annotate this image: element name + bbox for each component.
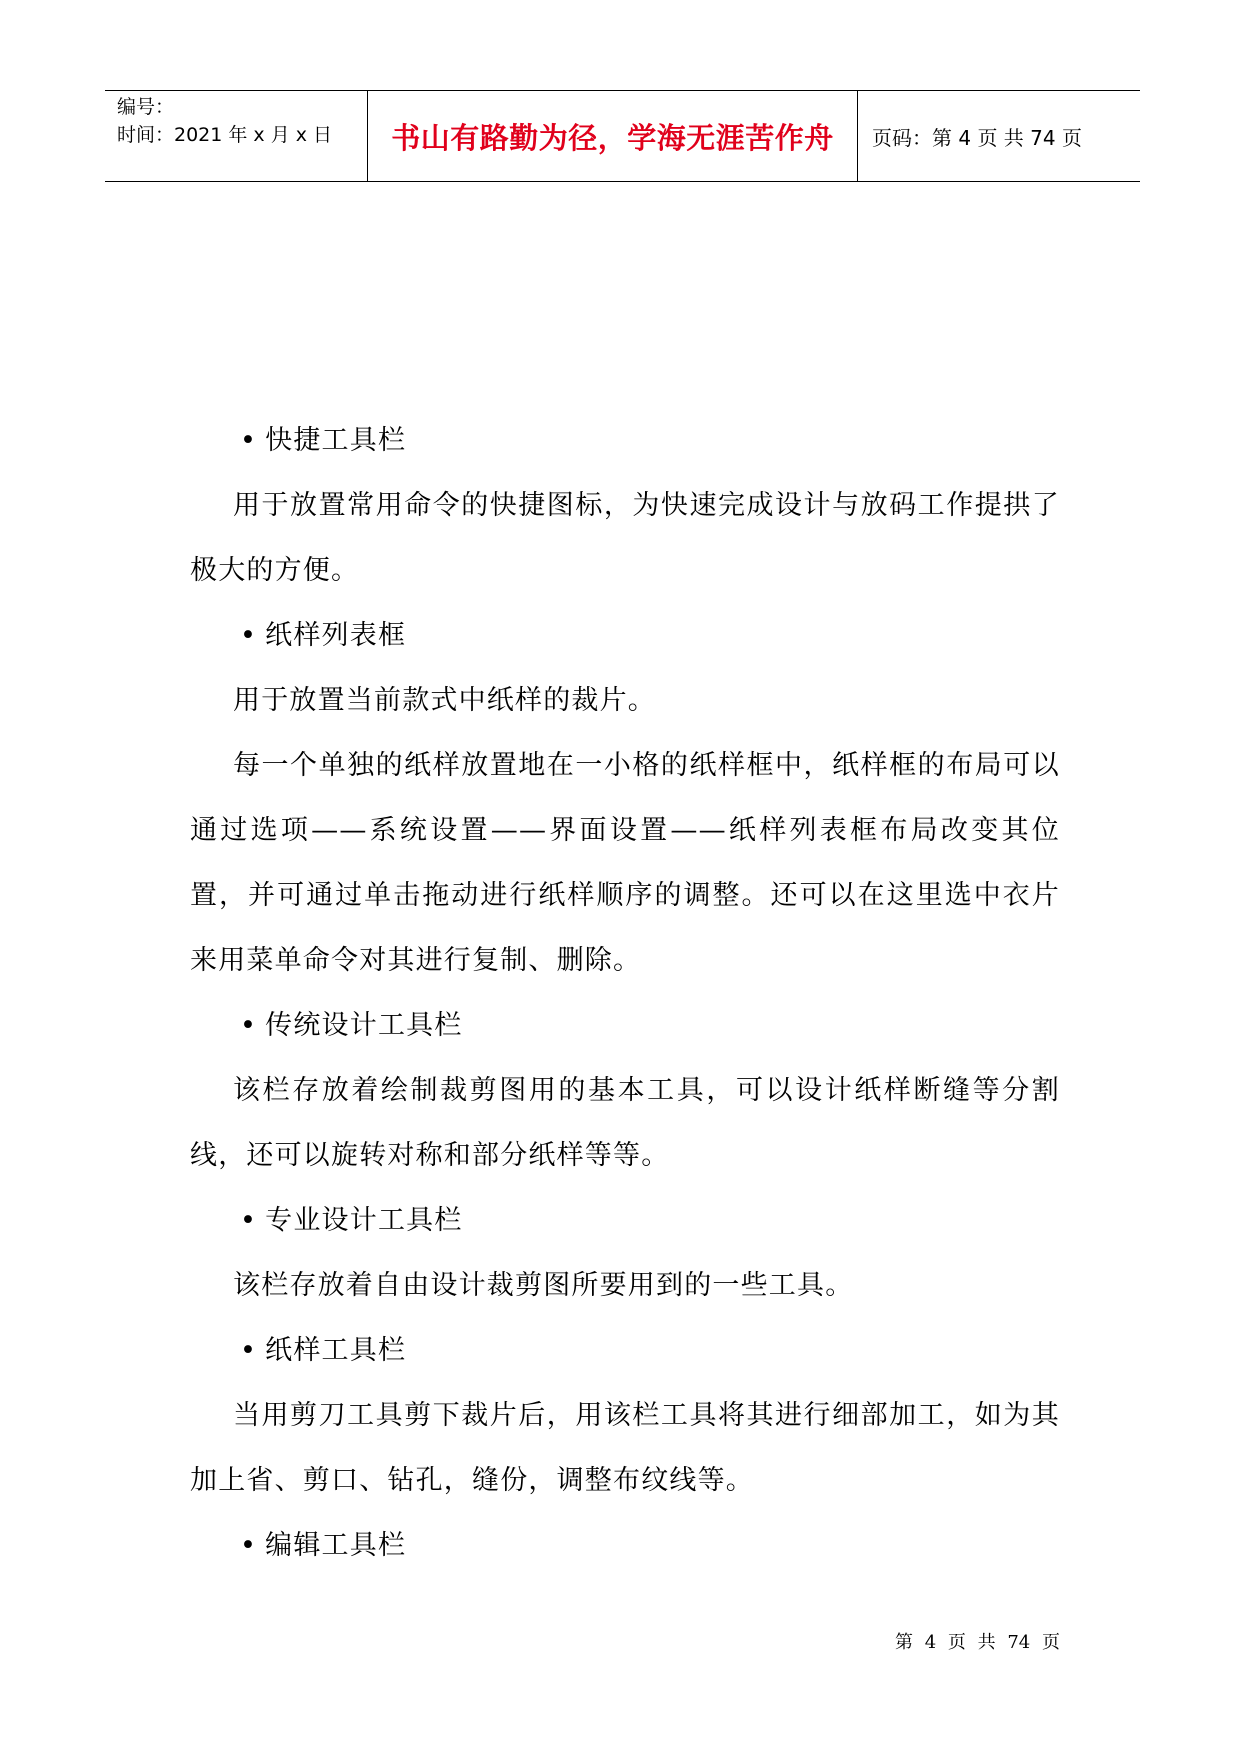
paragraph: 该栏存放着绘制裁剪图用的基本工具，可以设计纸样断缝等分割线，还可以旋转对称和部分纸样等等。 [190,1075,1060,1171]
bullet-icon: • [240,620,258,651]
section-heading [190,1513,1060,1578]
bullet-icon: • [240,1205,258,1236]
heading-text: 快捷工具栏 [265,425,407,456]
bullet-icon: • [240,1010,258,1041]
heading-text: 编辑工具栏 [265,1530,407,1561]
section-heading [190,1318,1060,1383]
section-heading [190,603,1060,668]
heading-text: 专业设计工具栏 [265,1205,463,1236]
page-header [105,90,1140,182]
heading-text: 传统设计工具栏 [265,1010,463,1041]
section-heading [190,408,1060,473]
heading-text: 纸样工具栏 [265,1335,407,1366]
header-page-info [858,91,1140,181]
header-motto [368,91,858,181]
heading-text: 纸样列表框 [265,620,407,651]
paragraph: 每一个单独的纸样放置地在一小格的纸样框中，纸样框的布局可以通过选项——系统设置——界面设置——纸样列表框布局改变其位置，并可通过单击拖动进行纸样顺序的调整。还可以在这里选中衣片来用菜单命令对其进行复制、删除。 [190,750,1060,976]
section-heading [190,1188,1060,1253]
paragraph: 用于放置当前款式中纸样的裁片。 [233,685,656,716]
time-label: 时间：2021 年 x 月 x 日 [117,124,333,146]
paragraph: 当用剪刀工具剪下裁片后，用该栏工具将其进行细部加工，如为其加上省、剪口、钻孔，缝份，调整布纹线等。 [190,1400,1060,1496]
footer-page-number: 第 4 页 共 74 页 [895,1632,1060,1653]
bullet-icon: • [240,1335,258,1366]
bullet-icon: • [240,425,258,456]
paragraph: 该栏存放着自由设计裁剪图所要用到的一些工具。 [233,1270,854,1301]
document-body [190,408,1060,1578]
bullet-icon: • [240,1530,258,1561]
page-footer [895,1628,1060,1654]
header-meta [105,91,368,181]
motto-text: 书山有路勤为径，学海无涯苦作舟 [391,120,834,155]
page-info-text: 页码：第 4 页 共 74 页 [872,125,1082,150]
number-label: 编号： [117,96,175,118]
paragraph: 用于放置常用命令的快捷图标，为快速完成设计与放码工作提拱了极大的方便。 [190,490,1060,586]
section-heading [190,993,1060,1058]
